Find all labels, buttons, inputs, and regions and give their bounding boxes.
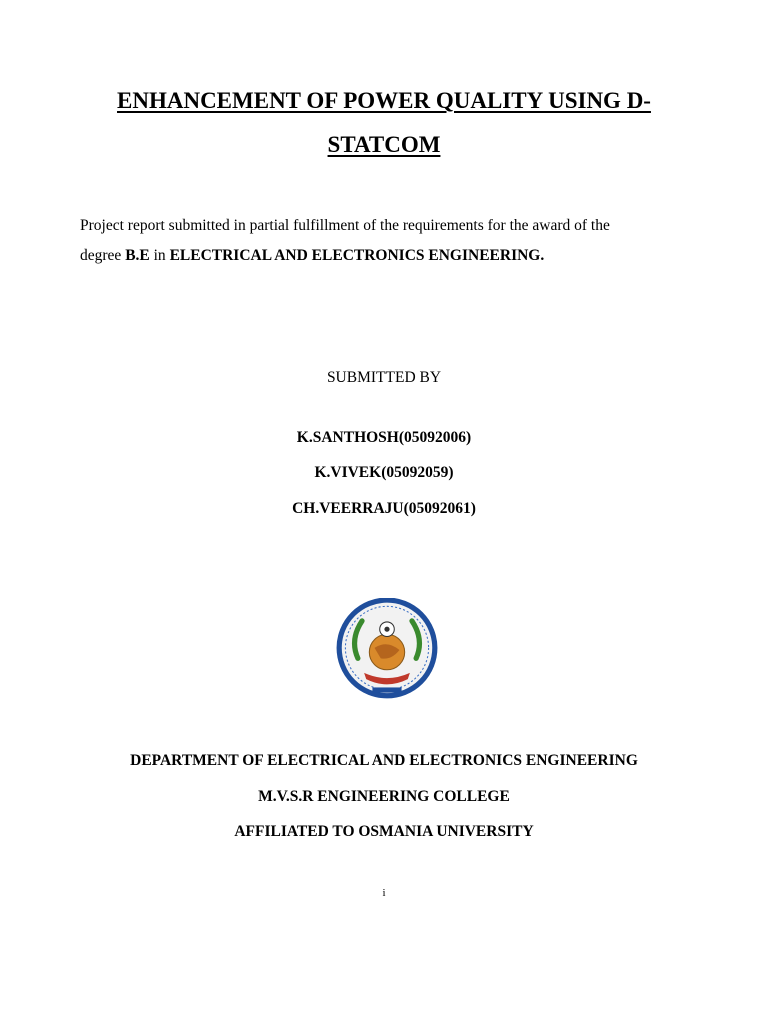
college-name: M.V.S.R ENGINEERING COLLEGE (258, 788, 510, 805)
intro-degree-prefix: degree (80, 247, 126, 264)
page-number: i (382, 887, 386, 899)
title-line-2: STATCOM (327, 132, 441, 157)
member-2: K.VIVEK(05092059) (314, 464, 454, 481)
intro-line-2 (80, 247, 544, 265)
title-line-1: ENHANCEMENT OF POWER QUALITY USING D- (117, 88, 651, 113)
department-name: DEPARTMENT OF ELECTRICAL AND ELECTRONICS ENGINEERING (130, 752, 638, 769)
emblem-gear-center (384, 627, 389, 632)
intro-in: in (149, 247, 170, 264)
member-3: CH.VEERRAJU(05092061) (292, 500, 476, 517)
intro-line-1: Project report submitted in partial fulfillment of the requirements for the award of the (80, 217, 610, 234)
intro-degree: B.E (125, 247, 150, 264)
intro-branch: ELECTRICAL AND ELECTRONICS ENGINEERING. (169, 247, 545, 264)
member-1: K.SANTHOSH(05092006) (296, 429, 472, 446)
submitted-by-heading: SUBMITTED BY (326, 369, 442, 386)
affiliation: AFFILIATED TO OSMANIA UNIVERSITY (234, 823, 534, 840)
emblem-motto-band (372, 687, 401, 692)
college-emblem-icon (335, 598, 439, 702)
